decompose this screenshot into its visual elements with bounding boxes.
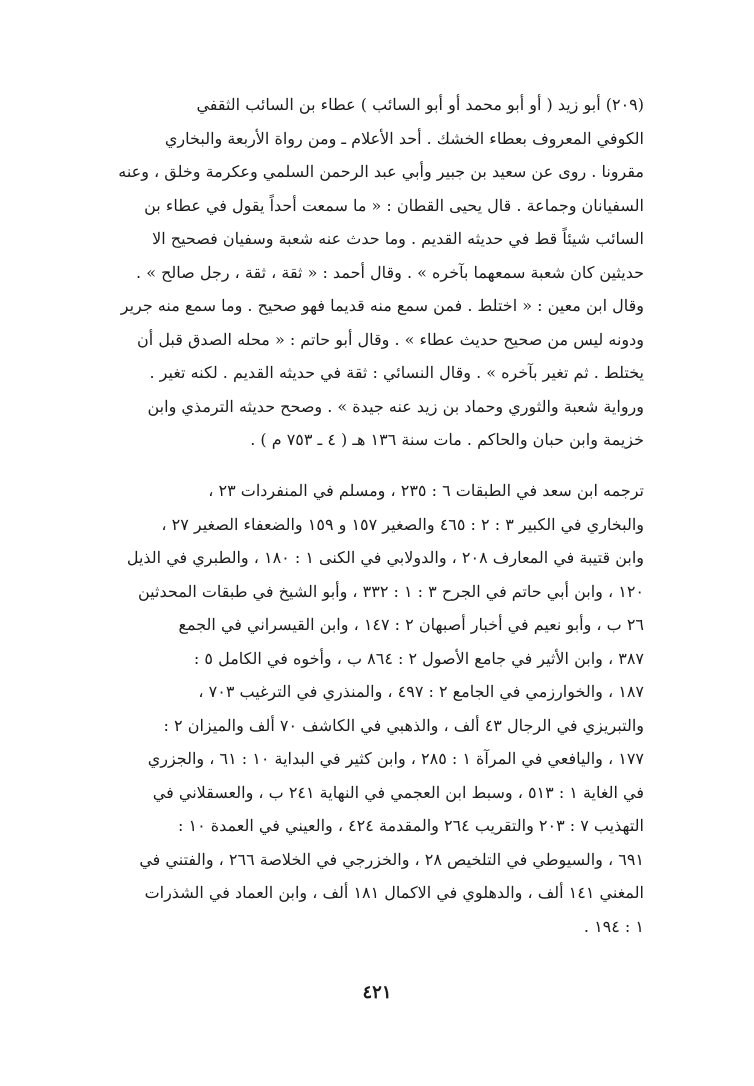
biography-line: خزيمة وابن حبان والحاكم . مات سنة ١٣٦ هـ ( ٤ ـ ٧٥٣ م ) . bbox=[250, 430, 644, 449]
biography-line: السائب شيئاً قط في حديثه القديم . وما حدث عنه شعبة وسفيان فصحيح الا bbox=[152, 229, 644, 248]
biography-line: ورواية شعبة والثوري وحماد بن زيد عنه جيدة » . وصحح حديثه الترمذي وابن bbox=[147, 396, 644, 416]
biography-line: ودونه ليس من صحيح حديث عطاء » . وقال أبو حاتم : « محله الصدق قبل أن bbox=[137, 329, 644, 349]
sources-line: والبخاري في الكبير ٣ : ٢ : ٤٦٥ والصغير ١٥٧ و ١٥٩ والضعفاء الصغير ٢٧ ، bbox=[161, 514, 644, 534]
sources-line: والتبريزي في الرجال ٤٣ ألف ، والذهبي في الكاشف ٧٠ ألف والميزان ٢ : bbox=[163, 715, 644, 735]
sources-line: ٣٨٧ ، وابن الأثير في جامع الأصول ٢ : ٨٦٤ ب ، وأخوه في الكامل ٥ : bbox=[193, 648, 644, 668]
biography-line: الكوفي المعروف بعطاء الخشك . أحد الأعلام ـ ومن رواة الأربعة والبخاري bbox=[164, 128, 644, 148]
biography-line: مقرونا . روى عن سعيد بن جبير وأبي عبد الرحمن السلمي وعكرمة وخلق ، وعنه bbox=[118, 162, 644, 181]
sources-line: ٢٦ ب ، وأبو نعيم في أخبار أصبهان ٢ : ١٤٧ ، وابن القيسراني في الجمع bbox=[178, 615, 644, 634]
biography-line: يختلط . ثم تغير بآخره » . وقال النسائي : ثقة في حديثه القديم . لكنه تغير . bbox=[149, 363, 644, 382]
page-number: ٤٢١ bbox=[362, 982, 392, 1003]
biography-line: السفيانان وجماعة . قال يحيى القطان : « ما سمعت أحداً يقول في عطاء بن bbox=[144, 195, 644, 215]
sources-line: ترجمه ابن سعد في الطبقات ٦ : ٢٣٥ ، ومسلم في المنفردات ٢٣ ، bbox=[208, 481, 644, 500]
sources-line: المغني ١٤١ ألف ، والدهلوي في الاكمال ١٨١ ألف ، وابن العماد في الشذرات bbox=[144, 883, 644, 902]
biography-line: (٢٠٩) أبو زيد ( أو أبو محمد أو أبو السائب ) عطاء بن السائب الثقفي bbox=[196, 95, 644, 114]
sources-line: وابن قتيبة في المعارف ٢٠٨ ، والدولابي في الكنى ١ : ١٨٠ ، والطبري في الذيل bbox=[126, 548, 644, 567]
sources-paragraph bbox=[94, 474, 644, 943]
sources-line: في الغاية ١ : ٥١٣ ، وسبط ابن العجمي في النهاية ٢٤١ ب ، والعسقلاني في bbox=[152, 782, 644, 802]
sources-line: ١ : ١٩٤ . bbox=[583, 916, 644, 936]
biography-entry bbox=[94, 88, 644, 457]
sources-line: ٦٩١ ، والسيوطي في التلخيص ٢٨ ، والخزرجي في الخلاصة ٢٦٦ ، والفتني في bbox=[139, 849, 644, 869]
biography-line: حديثين كان شعبة سمعهما بآخره » . وقال أحمد : « ثقة ، ثقة ، رجل صالح » . bbox=[136, 262, 644, 282]
sources-line: ١٨٧ ، والخوارزمي في الجامع ٢ : ٤٩٧ ، والمنذري في الترغيب ٧٠٣ ، bbox=[198, 682, 644, 701]
sources-line: ١٢٠ ، وابن أبي حاتم في الجرح ٣ : ١ : ٣٣٢ ، وأبو الشيخ في طبقات المحدثين bbox=[138, 581, 644, 601]
sources-line: التهذيب ٧ : ٢٠٣ والتقريب ٢٦٤ والمقدمة ٤٢٤ ، والعيني في العمدة ١٠ : bbox=[178, 816, 644, 835]
sources-line: ١٧٧ ، واليافعي في المرآة ١ : ٢٨٥ ، وابن كثير في البداية ١٠ : ٦١ ، والجزري bbox=[147, 749, 644, 768]
biography-line: وقال ابن معين : « اختلط . فمن سمع منه قديما فهو صحيح . وما سمع منه جرير bbox=[120, 296, 644, 315]
